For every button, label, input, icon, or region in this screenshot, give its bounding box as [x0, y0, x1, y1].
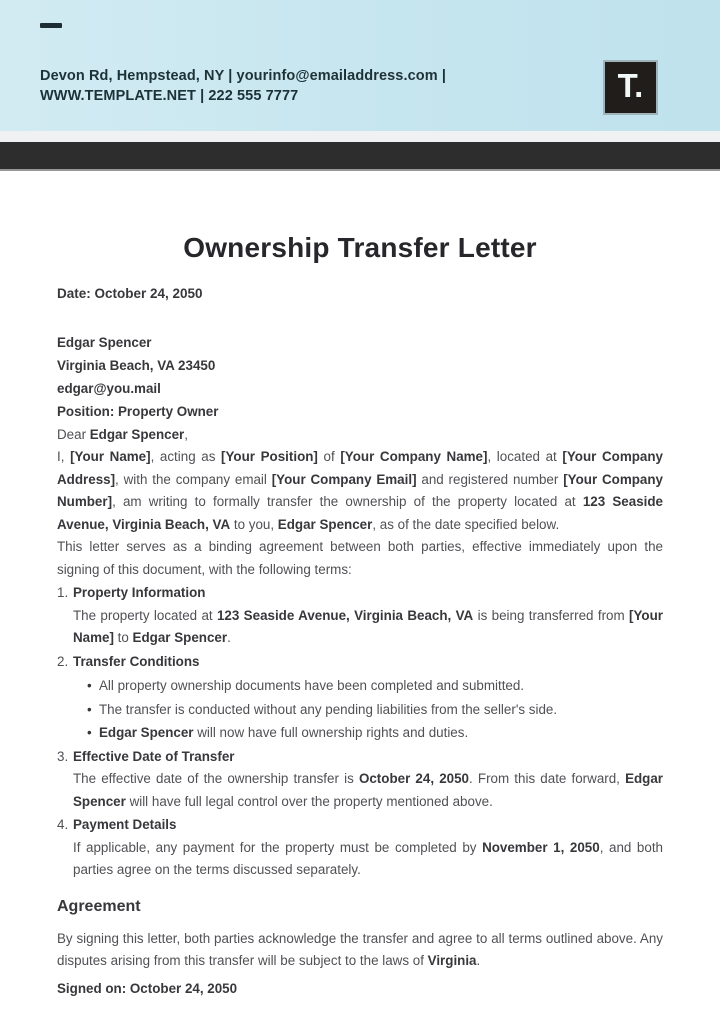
agreement-paragraph: By signing this letter, both parties acknowledge the transfer and agree to all terms outlined above. Any disputes arising from this transfer will be subject to the laws of Virginia.: [57, 930, 663, 968]
bullet-icon: •: [87, 725, 92, 740]
header-divider-dark: [0, 142, 720, 171]
date-line: Date: October 24, 2050: [57, 286, 203, 301]
bullet-icon: •: [87, 701, 92, 717]
recipient-email: edgar@you.mail: [57, 381, 161, 396]
term-heading: Transfer Conditions: [73, 653, 200, 669]
template-logo: [603, 60, 658, 115]
term-heading: Property Information: [73, 585, 206, 600]
term-heading: Effective Date of Transfer: [73, 748, 235, 764]
salutation: Dear Edgar Spencer,: [57, 427, 188, 442]
letterhead: [0, 0, 720, 131]
term-number: 2.: [57, 653, 69, 669]
bullet-text: The transfer is conducted without any pending liabilities from the seller's side.: [99, 701, 558, 717]
logo-letter: T.: [617, 67, 644, 104]
recipient-position: Position: Property Owner: [57, 404, 219, 419]
conditions-bullet-list: [73, 674, 663, 745]
term-number: 1.: [57, 585, 69, 600]
agreement-heading: Agreement: [57, 897, 141, 915]
contact-line-2: WWW.TEMPLATE.NET | 222 555 7777: [40, 88, 299, 104]
term-number: 4.: [57, 817, 69, 832]
contact-info: [40, 66, 446, 106]
page-title: Ownership Transfer Letter: [183, 232, 537, 263]
bullet-icon: •: [87, 678, 92, 693]
signed-line: Signed on: October 24, 2050: [57, 980, 238, 996]
header-divider-light: [0, 131, 720, 142]
intro-paragraph: I, [Your Name], acting as [Your Position] of [Your Company Name], located at [Your Company Address], with the company email [Your Company Email] and registered number [Your Company Number], am writing to formally transfer the ownership of the property located at 123 Seaside Avenue, Virginia Beach, VA to you, Edgar Spencer, as of the date specified below.: [57, 449, 663, 532]
term-number: 3.: [57, 748, 69, 764]
binding-paragraph: This letter serves as a binding agreement between both parties, effective immediately upon the signing of this document, with the following terms:: [57, 539, 663, 577]
recipient-address: Virginia Beach, VA 23450: [57, 358, 216, 373]
letter-body: [0, 232, 720, 1000]
terms-list: [57, 582, 663, 882]
term-transfer-conditions: [57, 651, 663, 745]
bullet-item: [86, 674, 663, 698]
contact-line-1: Devon Rd, Hempstead, NY | yourinfo@emailaddress.com |: [40, 68, 446, 84]
term-payment-details: [57, 814, 663, 882]
bullet-item: [86, 721, 663, 745]
recipient-block: [57, 331, 663, 446]
dash-icon: [40, 23, 62, 28]
recipient-name: Edgar Spencer: [57, 335, 152, 350]
bullet-text: Edgar Spencer will now have full ownership rights and duties.: [99, 725, 469, 740]
term-body: If applicable, any payment for the property must be completed by November 1, 2050, and both parties agree on the terms discussed separately.: [73, 839, 663, 877]
term-effective-date: [57, 746, 663, 814]
term-heading: Payment Details: [73, 817, 177, 832]
bullet-item: [86, 698, 663, 722]
term-body: The effective date of the ownership transfer is October 24, 2050. From this date forward, Edgar Spencer will have full legal control over the property mentioned above.: [73, 771, 664, 809]
bullet-text: All property ownership documents have been completed and submitted.: [99, 678, 525, 693]
term-property-information: [57, 582, 663, 650]
term-body: The property located at 123 Seaside Avenue, Virginia Beach, VA is being transferred from [Your Name] to Edgar Spencer.: [73, 607, 663, 645]
